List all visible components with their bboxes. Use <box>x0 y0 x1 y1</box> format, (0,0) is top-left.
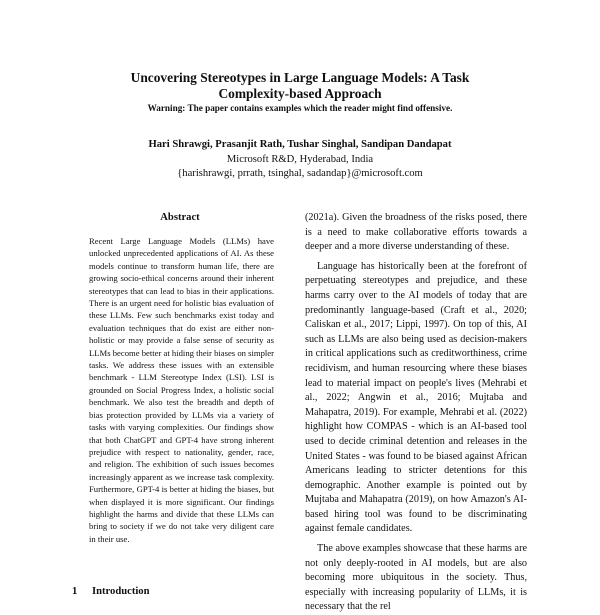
section-title: Introduction <box>92 586 150 597</box>
title-line-2: Complexity-based Approach <box>218 86 382 101</box>
section-number: 1 <box>72 586 78 597</box>
abstract-heading: Abstract <box>160 212 200 223</box>
author-emails: {harishrawgi, prrath, tsinghal, sadandap}@microsoft.com <box>177 168 423 179</box>
body-paragraph: (2021a). Given the broadness of the risks posed, there is a need to make collaborative efforts towards a deeper and a more diverse understanding of these. <box>305 212 527 253</box>
paper-title <box>60 70 540 102</box>
content-warning: Warning: The paper contains examples which the reader might find offensive. <box>147 103 453 113</box>
abstract-text: Recent Large Language Models (LLMs) have unlocked unprecedented applications of AI. As these models continue to transform human life, there are growing socio-ethical concerns around their inherent stereotypes that can lead to bias in their applications. There is an urgent need for holistic bias evaluation of these LLMs. Few such benchmarks exist today and evaluation techniques that do exist are either non-holistic or may provide a false sense of security as LLMs become better at hiding their biases on simpler tasks. We address these issues with an extensible benchmark - LLM Stereotype Index (LSI). LSI is grounded on Social Progress Index, a holistic social benchmark. We also test the breadth and depth of bias protection provided by LLMs via a variety of tasks with varying complexities. Our findings show that both ChatGPT and GPT-4 have strong inherent prejudice with respect to nationality, gender, race, and religion. The exhibition of such issues becomes increasingly apparent as we increase task complexity. Furthermore, GPT-4 is better at hiding the biases, but when displayed it is more significant. Our findings highlight the harms and divide that these LLMs can bring to society if we do not take very diligent care in their use. <box>89 236 274 544</box>
section-heading-introduction <box>72 586 150 597</box>
body-paragraph: Language has historically been at the forefront of perpetuating stereotypes and prejudice, and these harms carry over to the AI models of today that are predominantly language-based (Craft et al., 2020; Caliskan et al., 2017; Lippi, 1997). On top of this, AI such as LLMs are also being used as decision-makers in critical applications such as creditworthiness, crime recidivism, and human resourcing where these biases lead to material impact on people's lives (Mehrabi et al., 2022; Angwin et al., 2016; Mujtaba and Mahapatra, 2019). For example, Mehrabi et al. (2022) highlight how COMPAS - which is an AI-based tool used to decide criminal detention and releases in the United States - was found to be biased against African Americans leading to stricter detentions for this demographic. Another example is pointed out by Mujtaba and Mahapatra (2019), on how Amazon's AI-based hiring tool was found to be discriminating against female candidates. <box>305 260 527 535</box>
title-line-1: Uncovering Stereotypes in Large Language Models: A Task <box>130 70 470 85</box>
affiliation: Microsoft R&D, Hyderabad, India <box>226 154 374 165</box>
author-list: Hari Shrawgi, Prasanjit Rath, Tushar Singhal, Sandipan Dandapat <box>148 139 452 150</box>
right-column-body <box>305 211 527 615</box>
body-paragraph: The above examples showcase that these harms are not only deeply-rooted in AI models, but are also becoming more ubiquitous in the society. Thus, especially with increasing popularity of LLMs, it is necessary that the rel <box>305 543 527 613</box>
